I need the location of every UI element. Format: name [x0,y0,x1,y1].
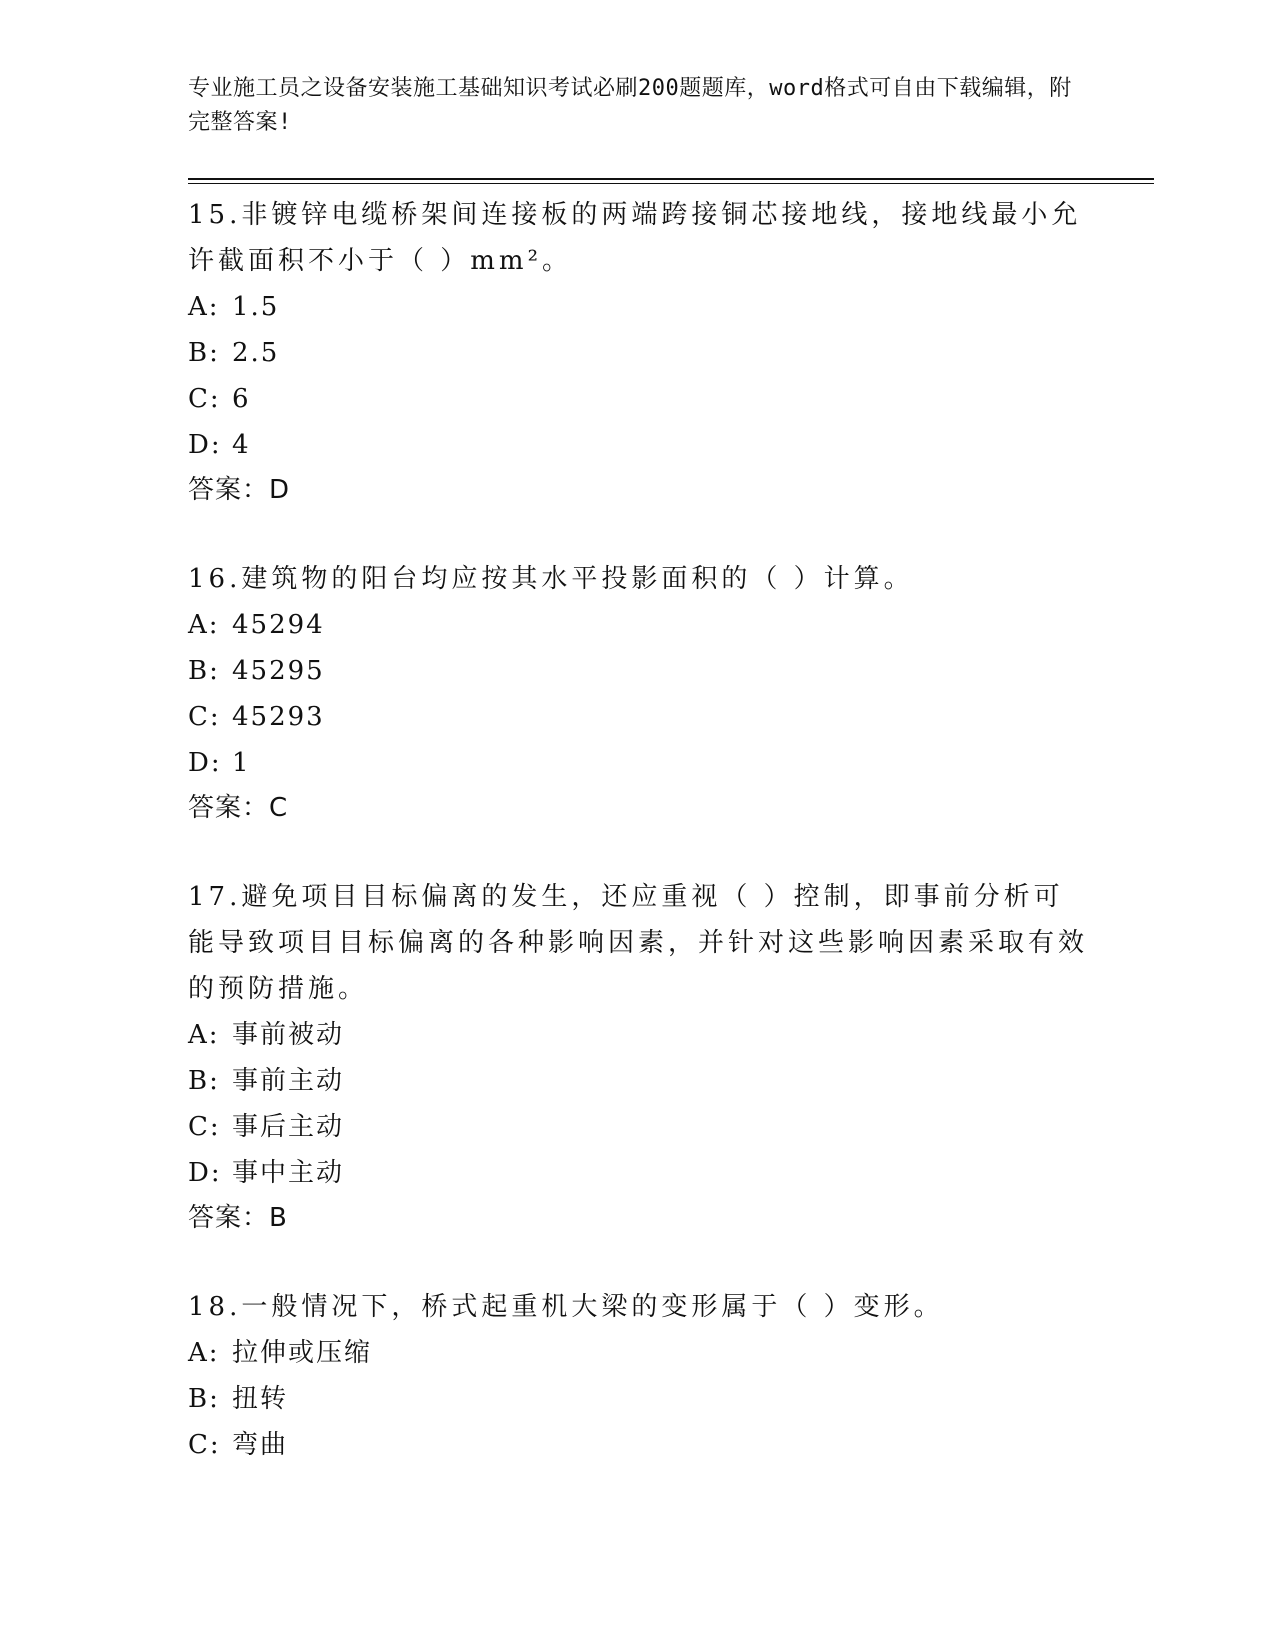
option-text: 拉伸或压缩 [232,1338,373,1368]
option-text: 事前被动 [232,1020,345,1050]
option-text: 45294 [232,610,325,640]
question-stem: 17.避免项目目标偏离的发生，还应重视（ ）控制，即事前分析可能导致项目目标偏离的各种影响因素，并针对这些影响因素采取有效的预防措施。 [188,882,1089,1004]
option-text: 4 [232,430,251,460]
question-stem: 16.建筑物的阳台均应按其水平投影面积的（ ）计算。 [188,564,914,594]
option-c [188,376,1088,422]
option-text: 1 [232,748,251,778]
option-key: B: [188,1066,220,1096]
option-key: D: [188,748,222,778]
option-key: A: [188,1338,220,1368]
header-divider-thin [188,183,1154,184]
option-d [188,1150,1088,1196]
option-key: D: [188,430,222,460]
option-text: 6 [232,384,251,414]
question-18 [188,1284,1088,1468]
option-a [188,602,1088,648]
option-text: 扭转 [232,1384,289,1414]
option-c [188,1104,1088,1150]
option-key: D: [188,1158,222,1188]
option-b [188,1058,1088,1104]
document-header: 专业施工员之设备安装施工基础知识考试必刷200题题库，word格式可自由下载编辑，附完整答案! [188,76,1072,135]
option-text: 弯曲 [232,1430,289,1460]
option-key: A: [188,292,220,322]
question-16 [188,556,1088,830]
header-divider [188,178,1154,180]
question-stem: 18.一般情况下，桥式起重机大梁的变形属于（ ）变形。 [188,1292,944,1322]
option-a [188,284,1088,330]
option-key: C: [188,702,221,732]
option-key: A: [188,1020,220,1050]
option-b [188,648,1088,694]
spacer [188,830,1088,872]
option-text: 事中主动 [232,1158,345,1188]
option-c [188,1422,1088,1468]
question-15 [188,192,1088,512]
option-key: C: [188,1112,221,1142]
option-text: 2.5 [232,338,280,368]
option-text: 事前主动 [232,1066,345,1096]
option-key: B: [188,656,220,686]
option-text: 1.5 [232,292,280,322]
answer: 答案：B [188,1203,288,1233]
option-d [188,422,1088,468]
option-text: 事后主动 [232,1112,345,1142]
option-key: C: [188,384,221,414]
option-a [188,1330,1088,1376]
answer: 答案：D [188,475,291,505]
option-key: A: [188,610,220,640]
question-stem: 15.非镀锌电缆桥架间连接板的两端跨接铜芯接地线，接地线最小允许截面积不小于（ ）mm²。 [188,200,1082,276]
option-d [188,740,1088,786]
option-key: B: [188,338,220,368]
option-b [188,330,1088,376]
question-17 [188,874,1088,1240]
option-b [188,1376,1088,1422]
answer: 答案：C [188,793,289,823]
spacer [188,1240,1088,1282]
spacer [188,512,1088,554]
option-text: 45295 [232,656,325,686]
option-text: 45293 [232,702,325,732]
question-list [188,190,1088,1468]
option-a [188,1012,1088,1058]
option-c [188,694,1088,740]
option-key: C: [188,1430,221,1460]
option-key: B: [188,1384,220,1414]
